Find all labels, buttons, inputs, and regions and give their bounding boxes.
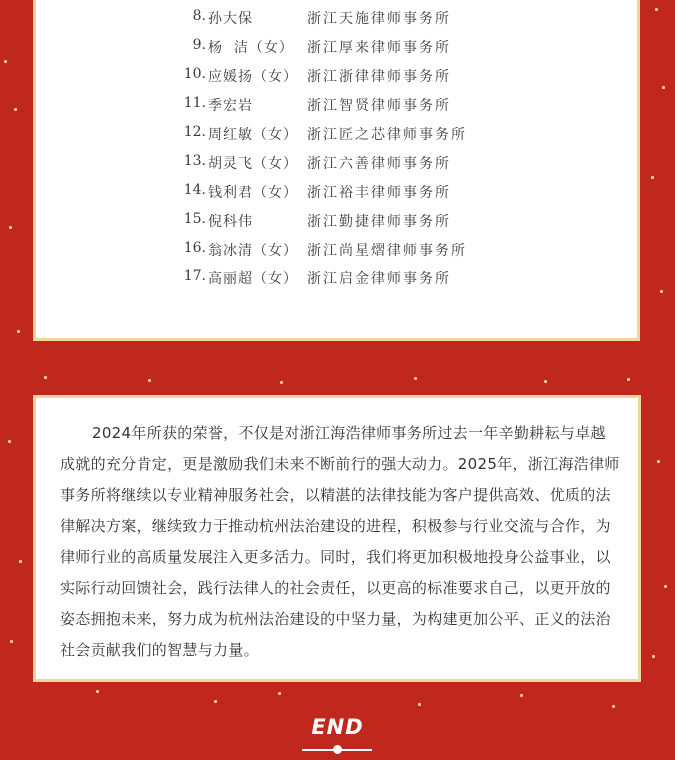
law-firm: 浙江智贤律师事务所 [307,98,451,114]
lawyer-name: 胡灵飞（女） [208,156,298,172]
lawyer-name: 季宏岩 [208,98,253,114]
closing-statement-card [33,395,641,682]
law-firm: 浙江裕丰律师事务所 [307,185,451,201]
lawyer-name: 高丽超（女） [208,271,298,287]
item-number: 16. [183,240,206,256]
law-firm: 浙江勤捷律师事务所 [307,214,451,230]
lawyer-name: 翁冰清（女） [208,243,298,259]
law-firm: 浙江厚来律师事务所 [307,40,451,56]
lawyer-name: 周红敏（女） [208,127,298,143]
end-label: END [311,715,364,739]
law-firm: 浙江六善律师事务所 [307,156,451,172]
law-firm: 浙江尚星熠律师事务所 [307,243,467,259]
item-number: 14. [183,182,206,198]
law-firm: 浙江天施律师事务所 [307,11,451,27]
end-dot-icon [333,745,342,754]
closing-paragraph: 2024年所获的荣誉，不仅是对浙江海浩律师事务所过去一年辛勤耕耘与卓越成就的充分肯定，更是激励我们未来不断前行的强大动力。2025年，浙江海浩律师事务所将继续以专业精神服务社会，以精湛的法律技能为客户提供高效、优质的法律解决方案，继续致力于推动杭州法治建设的进程，积极参与行业交流与合作，为律师行业的高质量发展注入更多活力。同时，我们将更加积极地投身公益事业，以实际行动回馈社会，践行法律人的社会责任，以更高的标准要求自己，以更开放的姿态拥抱未来，努力成为杭州法治建设的中坚力量，为构建更加公平、正义的法治社会贡献我们的智慧与力量。 [60,424,620,659]
item-number: 10. [183,66,206,82]
lawyer-name: 钱利君（女） [208,185,298,201]
lawyer-name: 孙大保 [208,11,253,27]
award-list-card [33,0,640,341]
item-number: 13. [183,153,206,169]
item-number: 8. [192,8,206,24]
law-firm: 浙江启金律师事务所 [307,271,451,287]
law-firm: 浙江浙律律师事务所 [307,69,451,85]
law-firm: 浙江匠之芯律师事务所 [307,127,467,143]
lawyer-name: 应媛扬（女） [208,69,298,85]
lawyer-name: 杨 洁（女） [208,40,294,56]
item-number: 11. [183,95,206,111]
item-number: 17. [183,268,206,284]
item-number: 12. [183,124,206,140]
lawyer-name: 倪科伟 [208,214,253,230]
end-marker [0,715,675,739]
item-number: 9. [192,37,206,53]
item-number: 15. [183,211,206,227]
